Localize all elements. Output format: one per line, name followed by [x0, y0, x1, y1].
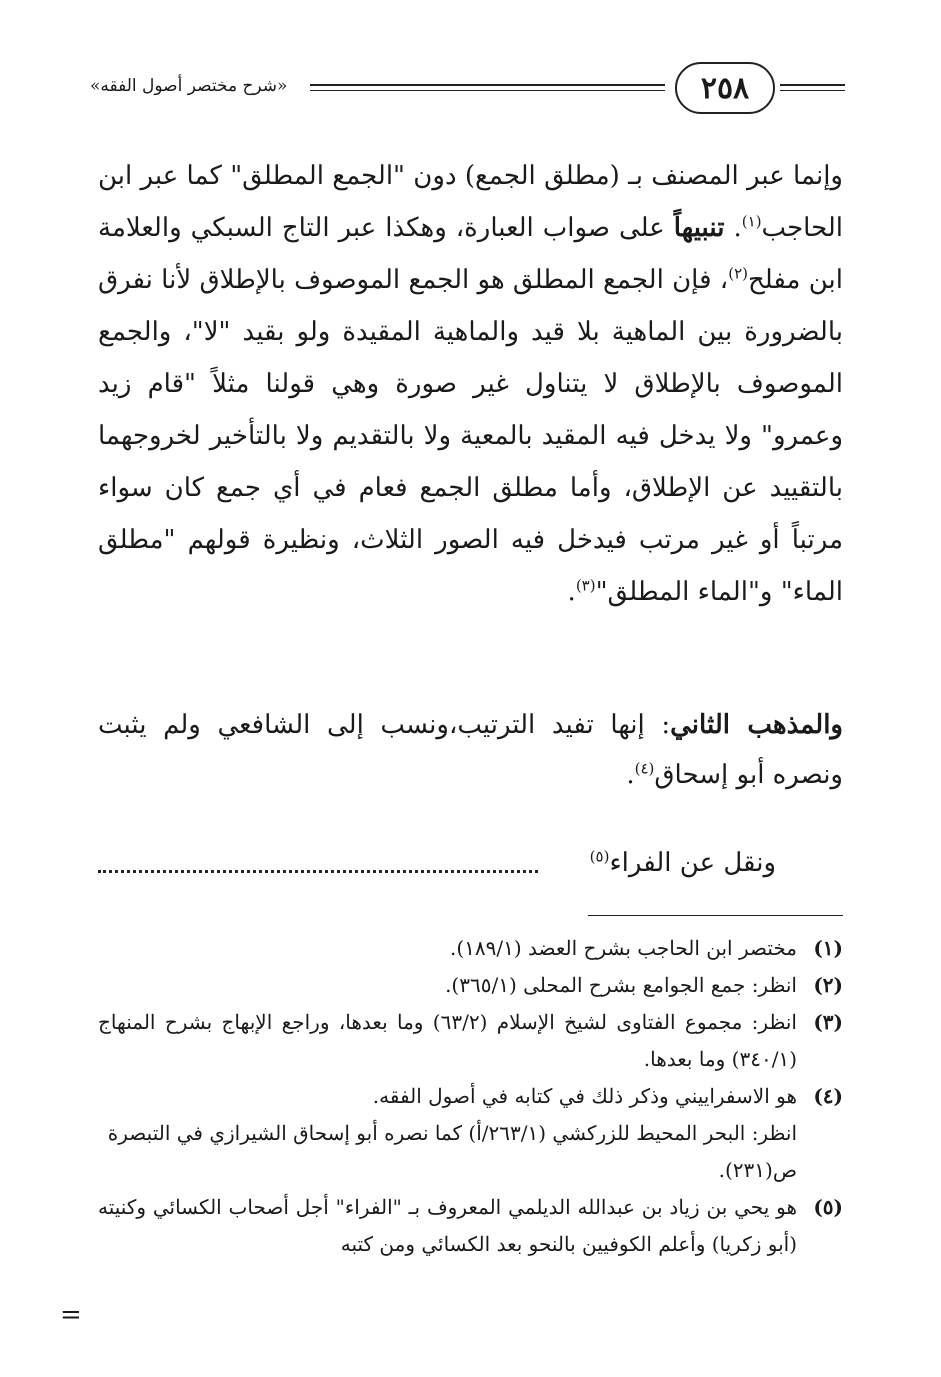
footnote-number: (٣) [813, 1010, 843, 1034]
footnote-ref: (٥) [589, 847, 610, 866]
footnote-number: (٤) [813, 1084, 843, 1108]
footnote-text: مختصر ابن الحاجب بشرح العضد (١٨٩/١). [449, 936, 797, 960]
footnote [98, 1004, 843, 1078]
footnote-number: (١) [813, 936, 843, 960]
footnote-text: انظر: البحر المحيط للزركشي (٢٦٣/١/أ) كما نصره أبو إسحاق الشيرازي في التبصرة ص(٢٣١). [107, 1121, 797, 1182]
footnote-ref: (٢) [728, 264, 748, 283]
footnote-number: (٥) [813, 1195, 843, 1219]
footnote-ref: (٣) [575, 576, 596, 595]
emphasis-text: تنبيهاً [673, 213, 725, 243]
footnote-text: هو يحي بن زياد بن عبدالله الديلمي المعروف بـ "الفراء" أجل أصحاب الكسائي وكنيته (أبو زكريا) وأعلم الكوفيين بالنحو بعد الكسائي ومن كتبه [98, 1195, 797, 1256]
paragraph-text: ، فإن الجمع المطلق هو الجمع الموصوف بالإطلاق لأنا نفرق بالضرورة بين الماهية بلا قيد والماهية المقيدة ولو بقيد "لا"، والجمع الموصوف بالإطلاق لا يتناول غير صورة وهي قولنا مثلاً "قام زيد وعمرو" ولا يدخل فيه المقيد بالمعية ولا بالتقديم ولا بالتأخير لخروجهما بالتقييد عن الإطلاق، وأما مطلق الجمع فعام في أي جمع كان سواء مرتباً أو غير مرتب فيدخل فيه الصور الثلاث، ونظيرة قولهم "مطلق الماء" و"الماء المطلق" [98, 265, 843, 607]
paragraph-text: . [724, 213, 742, 243]
paragraph-text: وإنما عبر المصنف بـ (مطلق الجمع) دون "الجمع المطلق" كما عبر ابن الحاجب [98, 161, 843, 243]
footnote [98, 930, 843, 967]
paragraph-text: : إنها تفيد الترتيب،ونسب إلى الشافعي ولم يثبت ونصره أبو إسحاق [98, 710, 843, 790]
paragraph-text: على صواب العبارة، وهكذا عبر التاج السبكي والعلامة ابن مفلح [98, 213, 843, 295]
section-heading: والمذهب الثاني [670, 710, 843, 740]
page-header [80, 62, 845, 122]
footnote-separator [588, 915, 843, 916]
footnote [98, 1189, 843, 1263]
footnote-text: انظر: جمع الجوامع بشرح المحلى (٣٦٥/١). [445, 973, 797, 997]
footnote-ref: (٤) [634, 759, 655, 778]
book-title: «شرح مختصر أصول الفقه» [90, 76, 288, 96]
header-rule [310, 84, 665, 86]
footnote-continuation [98, 1115, 843, 1189]
footnote-number: (٢) [813, 973, 843, 997]
footnote [98, 967, 843, 1004]
page-number: ٢٥٨ [675, 62, 775, 114]
paragraph-text: ونقل عن الفراء [609, 848, 776, 878]
main-paragraph-1 [98, 150, 843, 618]
paragraph-text: . [567, 577, 576, 607]
paragraph-text: . [626, 760, 635, 790]
main-paragraph-2 [98, 700, 843, 800]
footnote-ref: (١) [741, 212, 762, 231]
continuation-mark: = [60, 1300, 82, 1330]
header-rule [780, 84, 845, 86]
footnote [98, 1078, 843, 1115]
footnote-text: هو الاسفراييني وذكر ذلك في كتابه في أصول الفقه. [372, 1084, 797, 1108]
header-rule [310, 90, 665, 91]
footnote-text: انظر: مجموع الفتاوى لشيخ الإسلام (٦٣/٢) وما بعدها، وراجع الإبهاج بشرح المنهاج (٣٤٠/١) وما بعدها. [98, 1010, 797, 1071]
footnotes [98, 930, 843, 1263]
dotted-leader [98, 850, 538, 873]
header-rule [780, 90, 845, 91]
